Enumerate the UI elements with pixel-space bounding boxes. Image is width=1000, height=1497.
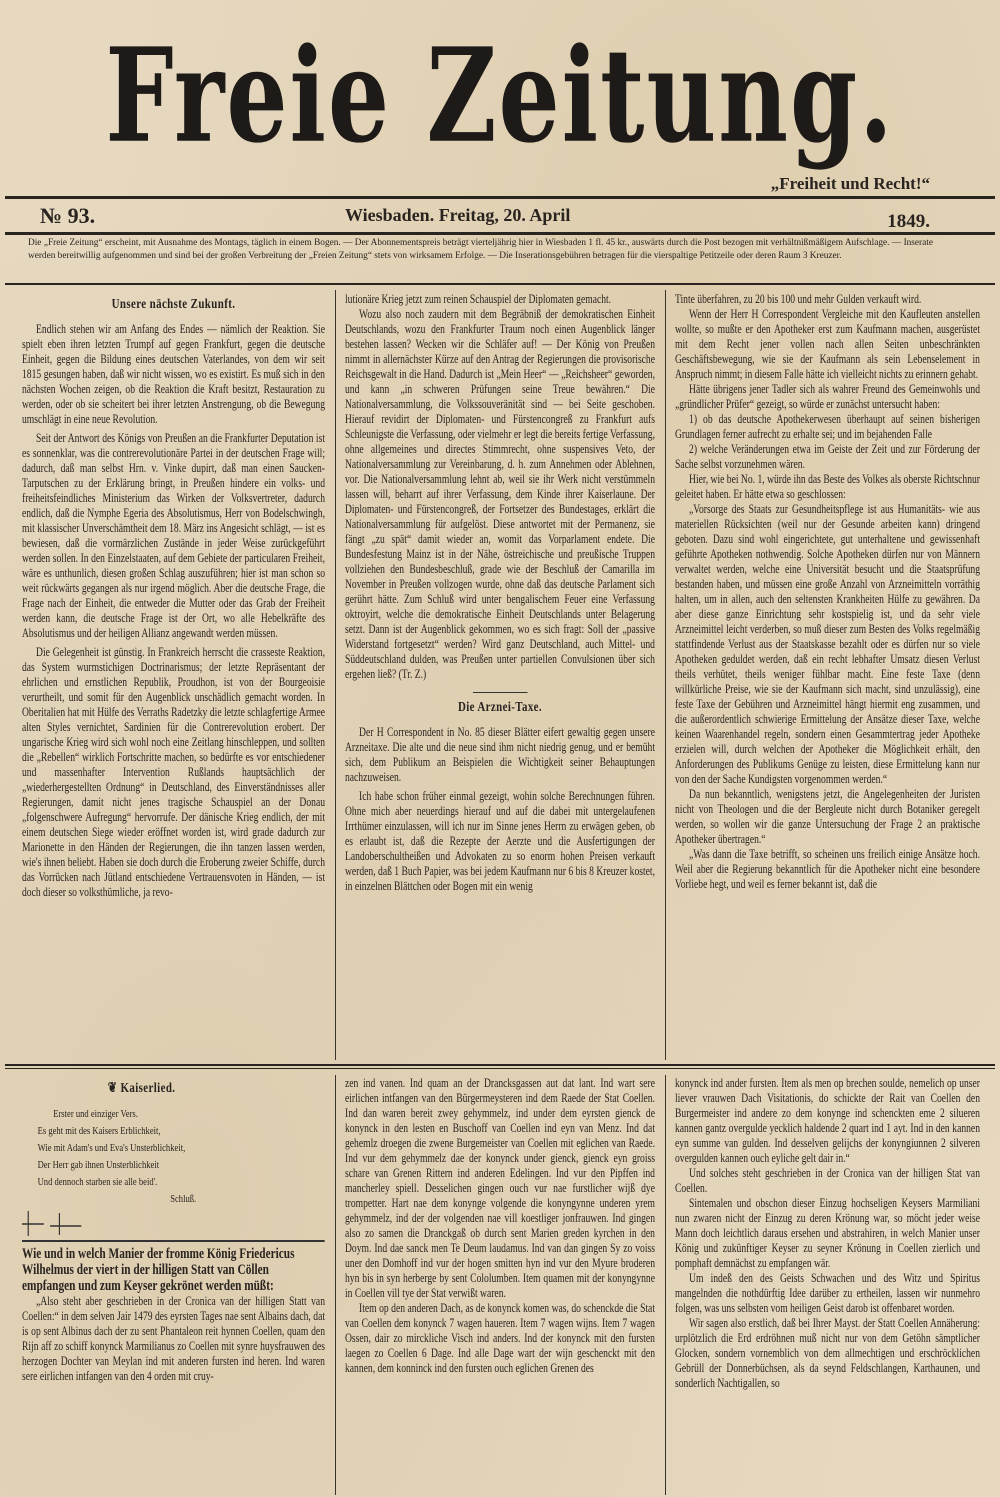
list-item: 2) welche Veränderungen etwa im Geiste der Zeit und zur Förderung der Sache selbst vorzunehmen wären. bbox=[675, 442, 980, 471]
article-unsere-zukunft bbox=[22, 292, 325, 1060]
feuilleton-column-3 bbox=[675, 1076, 980, 1497]
column-3 bbox=[675, 292, 980, 1060]
column-rule bbox=[665, 290, 666, 1060]
divider bbox=[22, 1240, 325, 1242]
kaiserlied-title: Kaiserlied. bbox=[120, 1081, 176, 1096]
poem bbox=[38, 1106, 325, 1208]
column-2 bbox=[345, 292, 655, 1060]
subscription-notice: Die „Freie Zeitung“ erscheint, mit Ausnahme des Montags, täglich in einem Bogen. — Der Abonnementspreis beträgt vierteljährig hier in Wiesbaden 1 fl. 45 kr., auswärts durch die Post bezogen mit verhältnißmäßigem Aufschlage. — Inserate werden bereitwillig aufgenommen und sind bei der großen Verbreitung der „Freien Zeitung“ stets von wirksamem Erfolge. — Die Inserationsgebühren betragen für die vierspaltige Petitzeile oder deren Raum 3 Kreuzer. bbox=[28, 238, 933, 261]
place-date: Wiesbaden. Freitag, 20. April bbox=[345, 205, 571, 225]
paragraph: konynck ind ander fursten. Item als men op brechen soulde, nemelich op unser liever vrauwen Dach Visitationis, do schickte der Rait van Coellen den Burgermeister ind andere zo dem konynge ind schenckten eme 2 silueren kannen gantz overgulde yecklich haldende 2 quart ind 1 ayt. Ind in den kannen eyn summe van gulden. Ind desselven gelijchs der konyngiunnen 2 silveren overgulden kannen ouch eyliche gelt dair in.“ bbox=[675, 1076, 980, 1165]
column-rule bbox=[335, 1075, 336, 1495]
handwritten-mark-icon bbox=[22, 1208, 89, 1238]
paragraph: Seit der Antwort des Königs von Preußen an die Frankfurter Deputation ist es sonnenklar, was die contrerevolutionäre Partei in der deutschen Frage will; dadurch, daß man selbst Hrn. v. Vinke dupirt, daß man einen Saucken-Tarputschen zu der Erklärung bringt, in Preußen hindere ein volks- und freiheitsfeindliches Ministerium das Wirken der Volksvertreter, dadurch endlich, daß die Nymphe Egeria des Absolutismus, Herr von Bodelschwingh, mit klassischer Unverschämtheit dem 18. März ins Angesicht schlägt, — ist es bewiesen, daß die vormärzlichen Zustände in jeder Weise zurückgeführt werden sollen. In den Einzelstaaten, auf dem Gebiete der particularen Freiheit, wäre es unthunlich, diesen großen Schlag auszuführen; hier ist man schon so weit rückwärts gegangen als nur irgend möglich. Aber die deutsche Frage, die Frage nach der Einheit, die entweder die Mutter oder das Grab der Freiheit werden kann, die deutsche Frage ist der Ort, wo alle Hebelkräfte des Absolutismus und der heiligen Allianz angewandt werden müssen. bbox=[22, 431, 325, 640]
paragraph: Item op den anderen Dach, as de konynck komen was, do schenckde die Stat van Coellen dem konynck 7 wagen haueren. Item 7 wagen wijns. Item 7 wagen Ossen, dair zo mirckliche Visch ind anders. Ind der konynck mit den fursten laegen zo Coellen 6 Dage. Ind alle Dage wart der wijn geschenckt mit den kannen, dem konninck ind den fursten ouch eglichen Grenen des bbox=[345, 1301, 655, 1375]
paragraph: Wenn der Herr H Correspondent Vergleiche mit den Kaufleuten anstellen wollte, so mußte er den Apotheker erst zum Kaufmann machen, ausgerüstet mit dem Recht jener vollen nach allen Seiten unbeschränkten Geschäftsbewegung, wie sie der Kaufmann als sein Lebenselement in Anspruch nimmt; in diesem Falle hätte ich vielleicht nichts zu erinnern gehabt. bbox=[675, 307, 980, 381]
paragraph: Wozu also noch zaudern mit dem Begräbniß der demokratischen Einheit Deutschlands, wozu den Frankfurter Traum noch einen Augenblick länger bestehen lassen? Wecken wir die Schläfer auf! — Der König von Preußen nimmt in allernächster Kürze auf den Antrag der Regierungen die provisorische Reichsgewalt in die Hand. Dadurch ist „Mein Heer“ — „Reichsheer“ geworden, und kann „in schweren Prüfungen seine Treue bewähren.“ Die Nationalversammlung, die Volkssouveränität sind — bei Seite geschoben. Hierauf revidirt der Diplomaten- und Fürstencongreß zu Frankfurt aufs Schleunigste die Verfassung, oder vielmehr er legt die bereits fertige Verfassung, ohne allgemeines und directes Stimmrecht, ohne suspensives Veto, der Nationalversammlung zur Vereinbarung, d. h. zum Annehmen oder Ablehnen, vor. Die Nationalversammlung lehnt ab, weil sie ihr Werk nicht verstümmeln lassen will, beharrt auf ihrer Verfassung, dem Kinde ihrer Kaiserlaune. Der Diplomaten- und Fürstencongreß, der Fortsetzer des Bundestages, erklärt die Nationalversammlung für aufgelöst. Diese antwortet mit der Permanenz, sie fängt „zu spät“ damit wieder an, womit das Vorparlament endete. Die Bundesfestung Mainz ist in der Nähe, östreichische und preußische Truppen vollziehen den Bundesbeschluß, grade wie der Beschluß der Camarilla im November in Preußen vollzogen wurde, ohne daß das deutsche Parlament sich gerührt hätte. Zum Schluß wird unter bengalischem Feuer eine Verfassung oktroyirt, welche die demokratische Einheit Deutschlands unter Belagerung setzt. Dann ist der Augenblick gekommen, wo es sich fragt: Soll der „passive Widerstand fortgesetzt“ werden? Wird ganz Deutschland, auch Mittel- und Süddeutschland dulden, was Preußen unter partiellen Convulsionen über sich ergehen ließ? (Tr. Z.) bbox=[345, 307, 655, 681]
divider bbox=[5, 1064, 995, 1066]
issue-number: № 93. bbox=[40, 203, 96, 228]
paragraph: Und solches steht geschrieben in der Cronica van der hilligen Stat van Coellen. bbox=[675, 1166, 980, 1195]
article-title: Unsere nächste Zukunft. bbox=[111, 297, 236, 312]
paragraph: Wir sagen also erstlich, daß bei Ihrer Mayst. der Statt Coellen Annäherung: urplötzlich die Erd erdröhnen muß nicht nur von dem Getöhn sämptlicher Glocken, sondern vornemblich von dem allmechtigen und erschröcklichen Gebrüll der Donnerbüchsen, als da seynd Feldschlangen, Karthaunen, und sonderlich Nachtigallen, so bbox=[675, 1316, 980, 1390]
ornament-icon: ❦ bbox=[107, 1081, 121, 1096]
verse-line: Es geht mit des Kaisers Erblichkeit, bbox=[37, 1125, 161, 1137]
paragraph: Um indeß den des Geists Schwachen und des Witz und Spiritus mangelnden die nothdürftig Idee darüber zu ertheilen, lassen wir nunmehro folgen, was uns selbsten vom heiligen Geist darob ist offenbaret worden. bbox=[675, 1271, 980, 1315]
paragraph: Da nun bekanntlich, wenigstens jetzt, die Angelegenheiten der Juristen nicht von Theologen und die der Bergleute nicht durch Botaniker geregelt werden, so wollen wir die ganze Untersuchung der Frage 2 an praktische Apotheker übertragen.“ bbox=[675, 787, 980, 846]
paragraph: Hätte übrigens jener Tadler sich als wahrer Freund des Gemeinwohls und „gründlicher Prüfer“ gezeigt, so würde er zunächst untersucht haben: bbox=[675, 382, 980, 411]
feuilleton-column-2 bbox=[345, 1076, 655, 1497]
article-title: Wie und in welch Manier der fromme König Friedericus Wilhelmus der viert in der hilligen Statt van Cöllen empfangen und zum Keyser gekrönet werden müßt: bbox=[22, 1246, 295, 1294]
issue-year: 1849. bbox=[887, 211, 930, 232]
verse-line: Wie mit Adam's und Eva's Unsterblichkeit, bbox=[37, 1142, 186, 1154]
column-rule bbox=[665, 1075, 666, 1495]
divider bbox=[5, 196, 995, 199]
verse-heading: Erster und einziger Vers. bbox=[53, 1108, 138, 1120]
divider bbox=[5, 283, 995, 285]
verse-end: Schluß. bbox=[170, 1193, 197, 1205]
paragraph: „Also steht aber geschrieben in der Cronica van der hilligen Statt van Coellen:“ in dem selven Jair 1479 des eyrsten Tages nae sent Albains dach, dat is op sent Albinus dach der zu sent Phantaleon reit hynnen Coellen, quam den Rijn aff zo schiff konynck Marmilianus zo Coellen mit synre huysfrauwen des herzogen Dochter van Meylan ind mit anderen fursten ind heren. Ind waren sere eirlichen intfangen van den 4 orden mit cruy- bbox=[22, 1294, 325, 1383]
feuilleton-column-1 bbox=[22, 1076, 325, 1497]
paragraph: Tinte überfahren, zu 20 bis 100 und mehr Gulden verkauft wird. bbox=[675, 292, 922, 306]
divider bbox=[5, 232, 995, 235]
paragraph: Endlich stehen wir am Anfang des Endes — nämlich der Reaktion. Sie spielt eben ihren letzten Trumpf auf gegen Frankfurt, gegen die deutsche Einheit, gegen die Bildung eines deutschen Vaterlandes, von dem wir seit 1815 gesungen haben, daß wir nicht wissen, wo es existirt. Es muß sich in den nächsten Wochen zeigen, ob die Reaktion die Kraft besitzt, Restauration zu werden, oder ob sie scheitert bei ihrer letzten Anstrengung, ob die Bewegung umschlägt in eine neue Revolution. bbox=[22, 322, 325, 426]
verse-line: Und dennoch starben sie alle beid'. bbox=[37, 1176, 158, 1188]
paragraph: Der H Correspondent in No. 85 dieser Blätter eifert gewaltig gegen unsere Arzneitaxe. Die alte und die neue sind ihm nicht niedrig genug, und er bemüht sich, dem Publikum an Beispielen die Wichtigkeit seiner Behauptungen nachzuweisen. bbox=[345, 725, 655, 784]
paragraph: Hier, wie bei No. 1, würde ihn das Beste des Volkes als oberste Richtschnur geleitet haben. Er hätte etwa so geschlossen: bbox=[675, 472, 980, 501]
paragraph: Die Gelegenheit ist günstig. In Frankreich herrscht die crasseste Reaktion, das System wurmstichigen Doctrinarismus; der letzte Repräsentant der ehrlichen und ernstlichen Republik, Proudhon, ist von der Bourgeoisie verurtheilt, und somit für den Augenblick unschädlich gemacht worden. In Oberitalien hat mit Hülfe des Verraths Radetzky die letzte schlagfertige Armee alten Styles vernichtet, Sardinien für die Contrerevolution erobert. Der ungarische Krieg wird sich wohl noch eine Zeitlang hinschleppen, und sollten die „Rebellen“ wirklich Fortschritte machen, so bedürfte es vor entschiedener und massenhafter Intervention Rußlands hauptsächlich der „wiederhergestellten Ordnung“ in Deutschland, des Einverständnisses aller Regierungen, damit nicht jenes tragische Schauspiel an der Donau „folgenschwere Aufregung“ hervorrufe. Der dänische Krieg endlich, der mit einem deutschen Siege wieder eröffnet worden ist, wird grade dadurch zur Marionette in den Händen der Regierungen, die ihn tanzen lassen werden, wie's ihnen beliebt. Haben sie doch durch die Eroberung zweier Schiffe, durch das Vorrücken nach Jütland entschiedene Vertrauensvoten in Händen, — ist doch dieser so volksthümliche, ja revo- bbox=[22, 645, 325, 899]
separator bbox=[473, 692, 528, 693]
issue-info bbox=[40, 203, 930, 232]
masthead-title: Freie Zeitung. bbox=[105, 19, 895, 172]
divider bbox=[5, 1068, 995, 1069]
article-title: Die Arznei-Taxe. bbox=[457, 700, 543, 715]
paragraph: Sintemalen und obschon dieser Einzug hochseligen Keysers Marmiliani nun zwaren nicht der Einzug zu deren Krönung war, so möcht jeder weise Mann doch leichtlich daraus ersehen und abstrahiren, in welch Manier unser König und zukünftiger Keyser zu seyner Krönung in Coellen zierlich und pomphaft demnächst zu empfangen wär. bbox=[675, 1196, 980, 1270]
motto: „Freiheit und Recht!“ bbox=[770, 174, 930, 193]
verse-line: Der Herr gab ihnen Unsterblichkeit bbox=[37, 1159, 160, 1171]
paragraph: lutionäre Krieg jetzt zum reinen Schauspiel der Diplomaten gemacht. bbox=[345, 292, 612, 306]
paragraph: „Vorsorge des Staats zur Gesundheitspflege ist aus Humanitäts- wie aus materiellen Rücksichten (weil nur der Gesunde arbeiten kann) dringend geboten. Dazu sind wohl eingerichtete, gut unterhaltene und gewissenhaft geführte Apotheken nothwendig. Solche Apotheken dürfen nur von Männern verwaltet werden, welche eine Universität besucht und die Staatsprüfung bestanden haben, und müssen eine große Anzahl von Arzneimitteln vorräthig halten, um in allen, auch den seltensten Krankheiten Hülfe zu gewähren. Da aber diese ganze Einrichtung sehr kostspielig ist, und da sehr viele Arzneimittel leicht verderben, so muß dieser zum Besten des Volks regelmäßig stattfindende Verlust aus der Staatskasse bezahlt oder es dürfen nur so viele Apotheken geduldet werden, daß ein recht lebhafter Umsatz diesen Verlust theils verhütet, theils weniger fühlbar macht. Eine feste Taxe (denn willkürliche Preise, wie sie der Kaufmann sich macht, sind unzulässig), eine feste Taxe der Gebühren und Arzneimittel hängt hiermit eng zusammen, und die außerordentlich schwierige Ermittelung der Ansätze dieser Taxe, welche keinen Waarenhandel regeln, sondern einen Gesammtertrag jeder Apotheke erzielen will, durch welchen der Apotheker die Möglichkeit erhält, den Anforderungen des Publikums Genüge zu leisten, diese Ermittelung kann nur von den der Sache Kundigsten vorgenommen werden.“ bbox=[675, 502, 980, 786]
list-item: 1) ob das deutsche Apothekerwesen überhaupt auf seinen bisherigen Grundlagen ferner aufrecht zu erhalte sei; und im bejahenden Falle bbox=[675, 412, 980, 441]
paragraph: Ich habe schon früher einmal gezeigt, wohin solche Berechnungen führen. Ohne mich aber neuerdings hierauf und auf die dabei mit untergelaufenen Irrthümer einzulassen, will ich nur im Sinne jenes Herrn zu erwägen geben, ob es erlaubt ist, daß die Rezepte der Aerzte und die Ausfertigungen der Landoberschultheißen und Advokaten zu so enorm hohen Preisen verkauft werden, daß 1 Buch Papier, was bei jedem Kaufmann nur 6 bis 8 Kreuzer kostet, in einzelnen Blättchen oder Bogen mit ein wenig bbox=[345, 789, 655, 893]
column-rule bbox=[335, 290, 336, 1060]
paragraph: „Was dann die Taxe betrifft, so scheinen uns freilich einige Ansätze hoch. Weil aber die Regierung bekanntlich für die Apotheker nicht eine besondere Vorliebe hegt, und weil es ferner bekannt ist, daß die bbox=[675, 847, 980, 891]
article-title bbox=[108, 1080, 325, 1098]
paragraph: zen ind vanen. Ind quam an der Drancksgassen aut dat lant. Ind wart sere eirlichen intfangen van den Bürgermeysteren ind dem Raede der Stat Coellen. Ind dan waren bereit zwey gehymmelz, ind under dem eyrsten gienck de konynck in den lesten en Buschoff van Coellen ind eyn van Menz. Ind dat gehemlz droegen die zwene Burgemeister van Coellen mit eglichen van Raede. Ind vur dem gehymmelz dae der konynck under gienck, gienck eyn groiss schare van Grenen Rittern ind anderen Edelingen. Ind vur den Pipffen ind mancherley spiell. Desselichen gingen ouch vur nae furstlicher wijß dye trompetter. Hart nae dem konynge volgende die konyngynne underen yrem gehymmelz, ind der der volgenden nae vill koestliger jonfrauwen. Ind gingen also zo samen die Dranckgaß ob durch sent Marien greden kyrchen in den Doym. Ind dae sanck men Te Deum laudamus. Ind van dan gingen Sy zo voiss uner den Domhoff ind vur der hogen smitten hyn ind vur den Myure broderen hyn bis in syn herberge by sent Cololumben. Item quamen mit der konyngynne in Coellen vill tye der Stat verwißt waren. bbox=[345, 1076, 655, 1300]
